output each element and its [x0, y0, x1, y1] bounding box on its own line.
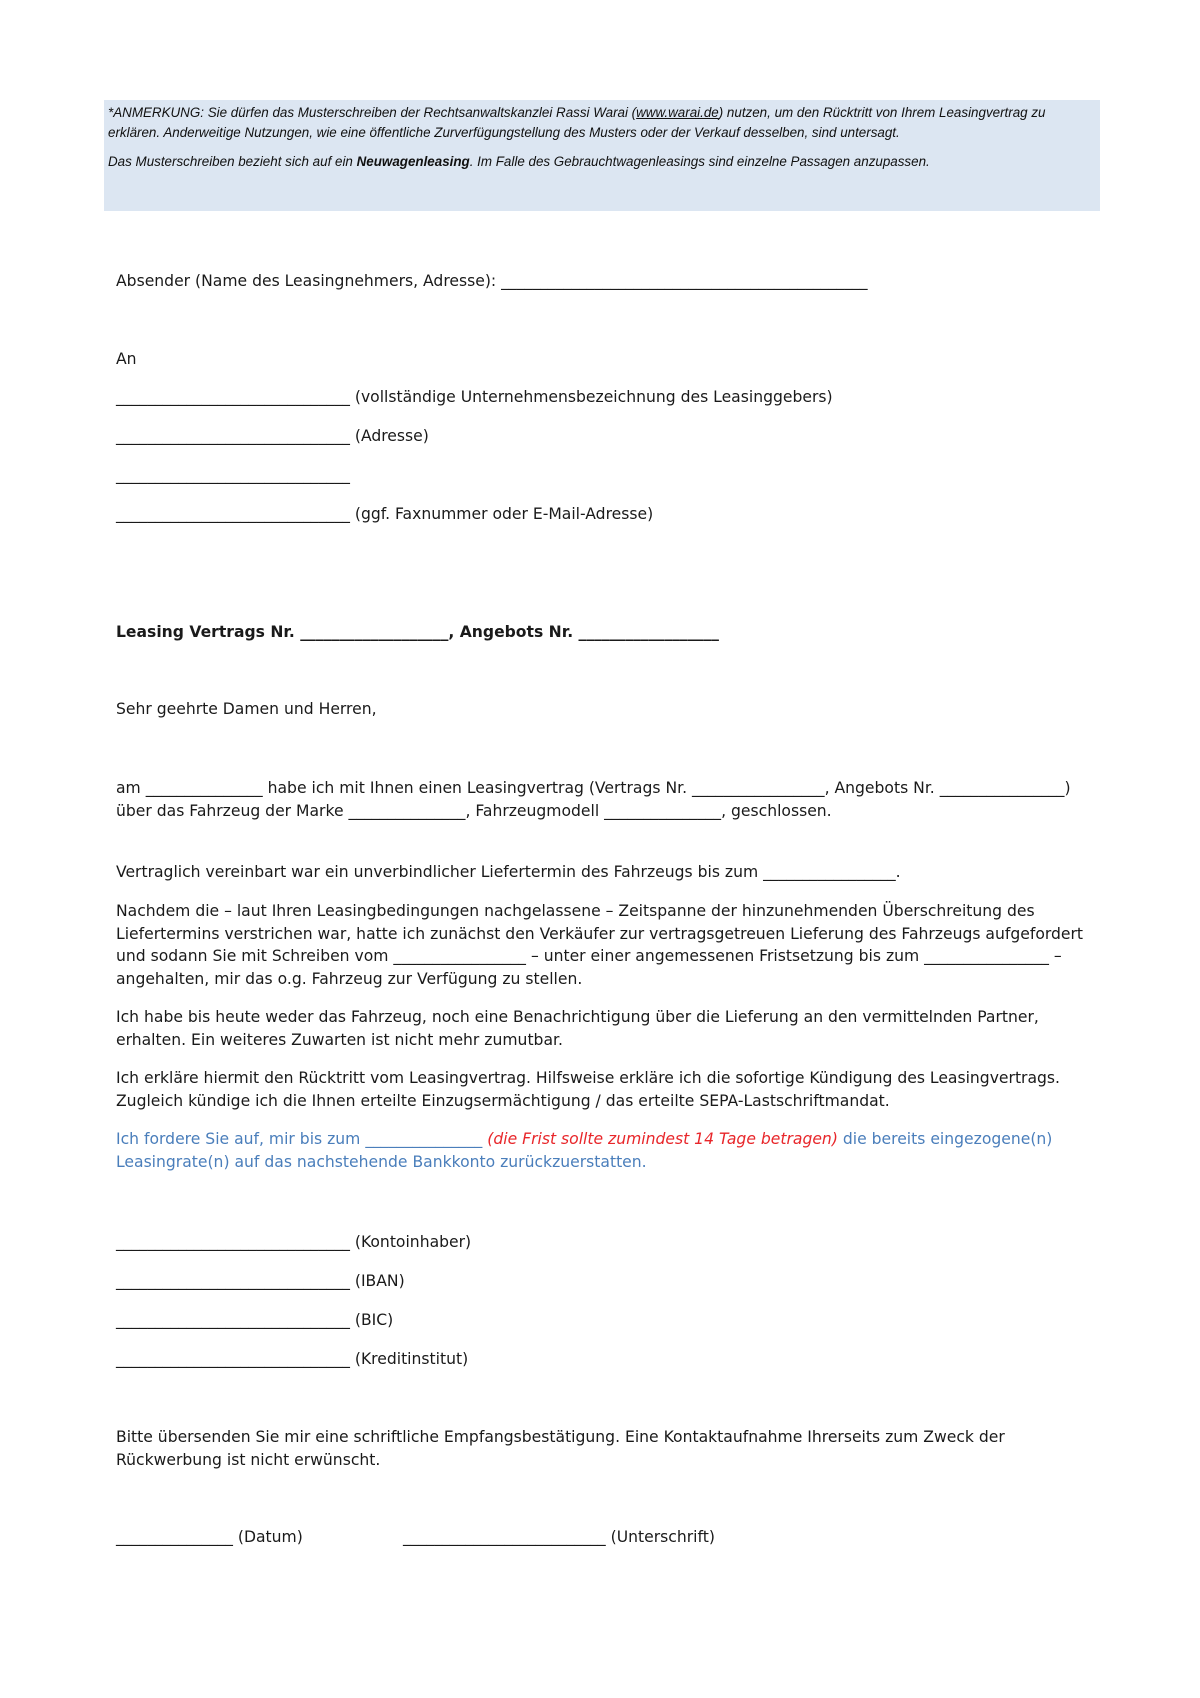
- date-line: _______________ (Datum): [116, 1528, 303, 1546]
- scope-highlight: Neuwagenleasing: [356, 154, 470, 169]
- sender-line: Absender (Name des Leasingnehmers, Adresse): _______________________________________________: [116, 272, 868, 290]
- subject-line: Leasing Vertrags Nr. ___________________, Angebots Nr. __________________: [116, 623, 719, 641]
- bank-iban-line: ______________________________ (IBAN): [116, 1272, 405, 1290]
- note-text-continued: ) nutzen, um den Rücktritt von Ihrem Leasingvertrag zu erklären. Anderweitige Nutzungen, wie eine öffentliche Zurverfügungstellung des Musters oder der Verkauf desselben, sind untersagt.: [108, 105, 1046, 140]
- note-text: *ANMERKUNG: Sie dürfen das Musterschreiben der Rechtsanwaltskanzlei Rassi Warai (: [108, 105, 637, 120]
- scope-text-continued: . Im Falle des Gebrauchtwagenleasings sind einzelne Passagen anzupassen.: [469, 154, 930, 169]
- recipient-address-line: ______________________________ (Adresse): [116, 427, 429, 445]
- refund-text-continued: die bereits eingezogene(n) Leasingrate(n) auf das nachstehende Bankkonto zurückzuerstatten.: [116, 1130, 1053, 1171]
- bank-institute-line: ______________________________ (Kreditinstitut): [116, 1350, 469, 1368]
- paragraph-withdrawal: Ich erkläre hiermit den Rücktritt vom Leasingvertrag. Hilfsweise erkläre ich die sofortige Kündigung des Leasingvertrags. Zugleich kündige ich die Ihnen erteilte Einzugsermächtigung / das erteilte SEPA-Lastschriftmandat.: [116, 1069, 1060, 1110]
- website-link[interactable]: www.warai.de: [636, 105, 719, 120]
- signature-line: __________________________ (Unterschrift): [403, 1528, 715, 1546]
- recipient-extra-line: ______________________________: [116, 466, 350, 484]
- paragraph-closing: Bitte übersenden Sie mir eine schriftliche Empfangsbestätigung. Eine Kontaktaufnahme Ihrerseits zum Zweck der Rückwerbung ist nicht erwünscht.: [116, 1428, 1005, 1469]
- usage-note-box: [104, 100, 1100, 211]
- paragraph-no-delivery: Ich habe bis heute weder das Fahrzeug, noch eine Benachrichtigung über die Lieferung an den vermittelnden Partner, erhalten. Ein weiteres Zuwarten ist nicht mehr zumutbar.: [116, 1008, 1039, 1049]
- bank-account-holder-line: ______________________________ (Kontoinhaber): [116, 1233, 472, 1251]
- paragraph-contract: am _______________ habe ich mit Ihnen einen Leasingvertrag (Vertrags Nr. _________________, Angebots Nr. ________________) über das Fahrzeug der Marke _______________, Fahrzeugmodell _______________, geschlossen.: [116, 779, 1071, 820]
- usage-note-paragraph: [108, 103, 1096, 143]
- scope-note-paragraph: [108, 152, 1096, 172]
- scope-text: Das Musterschreiben bezieht sich auf ein: [108, 154, 357, 169]
- deadline-hint: (die Frist sollte zumindest 14 Tage betragen): [487, 1130, 838, 1148]
- refund-text: Ich fordere Sie auf, mir bis zum _______________: [116, 1130, 488, 1148]
- recipient-contact-line: ______________________________ (ggf. Faxnummer oder E-Mail-Adresse): [116, 505, 654, 523]
- recipient-company-line: ______________________________ (vollständige Unternehmensbezeichnung des Leasinggebers): [116, 388, 833, 406]
- bank-bic-line: ______________________________ (BIC): [116, 1311, 394, 1329]
- paragraph-refund: [116, 1128, 1092, 1173]
- salutation: Sehr geehrte Damen und Herren,: [116, 700, 377, 718]
- paragraph-delivery-date: Vertraglich vereinbart war ein unverbindlicher Liefertermin des Fahrzeugs bis zum _________________.: [116, 863, 901, 881]
- recipient-to-label: An: [116, 350, 137, 368]
- paragraph-deadline: Nachdem die – laut Ihren Leasingbedingungen nachgelassene – Zeitspanne der hinzunehmenden Überschreitung des Liefertermins verstrichen war, hatte ich zunächst den Verkäufer zur vertragsgetreuen Lieferung des Fahrzeugs aufgefordert und sodann Sie mit Schreiben vom _________________ – unter einer angemessenen Fristsetzung bis zum ________________ – angehalten, mir das o.g. Fahrzeug zur Verfügung zu stellen.: [116, 902, 1084, 988]
